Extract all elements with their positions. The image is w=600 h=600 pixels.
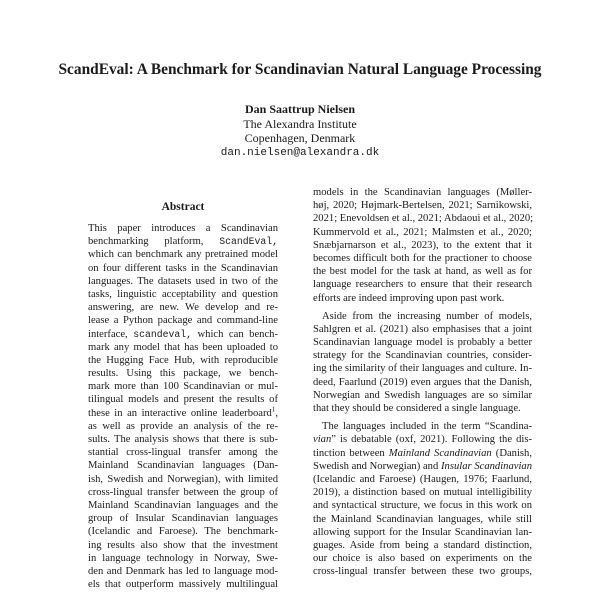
body-line: that they should be considered a single language. [313, 403, 521, 414]
abstract-line: Mainland Scandinavian languages and the [88, 499, 278, 511]
abstract-line: tasks, linguistic acceptability and question [88, 288, 278, 300]
body-line: guages. Aside from being a standard distinction, [313, 539, 532, 551]
body-line: tinction between Mainland Scandinavian (Danish, [313, 447, 532, 459]
abstract-line: on four different tasks in the Scandinavian [88, 262, 278, 274]
intro-body [313, 186, 532, 578]
body-line: Snæbjarnarson et al., 2023), to the extent that it [313, 239, 532, 251]
abstract-line: answering, are new. We develop and re- [88, 302, 278, 314]
body-line: efforts are indeed improving upon past work. [313, 292, 505, 304]
body-line: 2021; Enevoldsen et al., 2021; Abdaoui et al., 2020; [313, 213, 534, 225]
body-line: becomes difficult both for the practioner to choose [313, 252, 532, 264]
abstract-line: lease a Python package and command-line [88, 315, 278, 327]
footnote-marker[interactable]: 1 [271, 405, 276, 414]
body-line: and syntactical structure, we focus in this work on [313, 500, 532, 512]
abstract-line: mark more than 100 Scandinavian or mul- [88, 381, 278, 393]
body-line: (Icelandic and Faroese) (Haugen, 1976; Faarlund, [313, 473, 532, 485]
abstract-body [88, 222, 278, 591]
body-line: the Mainland Scandinavian languages, while still [313, 513, 532, 525]
abstract-line: benchmarking platform, ScandEval, [88, 236, 278, 248]
abstract-line: cross-lingual transfer between the group of [88, 486, 278, 498]
abstract-line: ing results also show that the investment [88, 539, 278, 551]
abstract-line: languages. The datasets used in two of the [88, 275, 278, 287]
abstract-line: sults. The analysis shows that there is sub- [88, 434, 278, 445]
abstract-line: group of Insular Scandinavian languages [88, 513, 278, 525]
body-line: cross-lingual transfer between these two groups, [313, 566, 532, 578]
abstract-line: (Icelandic and Faroese). The benchmark- [88, 526, 278, 538]
body-line: models in the Scandinavian languages (Møller- [313, 187, 532, 198]
abstract-line: interface, scandeval, which can bench- [88, 328, 278, 340]
abstract-heading: Abstract [161, 201, 205, 213]
author-block [0, 102, 600, 160]
body-line: deed, Faarlund (2019) even argues that the Danish, [313, 376, 532, 388]
body-line: language researchers to ensure that their research [313, 279, 532, 291]
body-line: Kummervold et al., 2021; Malmsten et al., 2020; [313, 226, 532, 238]
body-line: vian” is debatable (oxf, 2021). Following the dis- [313, 434, 532, 446]
abstract-line: els that outperform massively multilingual [88, 579, 278, 591]
package-name: ScandEval, [219, 236, 278, 248]
abstract-line: den and Denmark has led to language mod- [88, 565, 278, 577]
abstract-line: the Hugging Face Hub, with reproducible [88, 354, 278, 366]
body-line: the best model for the task at hand, as well as for [313, 266, 532, 278]
author-email[interactable]: dan.nielsen@alexandra.dk [220, 146, 380, 159]
abstract-line: stantial cross-lingual transfer among the [88, 447, 278, 459]
body-line: Norwegian and Swedish languages are so similar [313, 389, 532, 401]
abstract-line: in language technology in Norway, Swe- [88, 552, 278, 564]
body-line: Scandinavian language model is probably a better [313, 337, 532, 349]
body-line: ing the similarity of their languages and culture. In- [313, 363, 532, 375]
author-location: Copenhagen, Denmark [244, 131, 356, 145]
abstract-line: which can benchmark any pretrained model [88, 249, 278, 261]
body-line: our choice is also based on experiments on the [313, 553, 532, 565]
body-line: Aside from the increasing number of models, [322, 310, 532, 322]
abstract-line: This paper introduces a Scandinavian [88, 223, 278, 234]
abstract-line: as well as provide an analysis of the re- [88, 420, 278, 432]
author-name: Dan Saattrup Nielsen [244, 102, 355, 116]
cli-name: scandeval, [133, 328, 193, 340]
paper-title: ScandEval: A Benchmark for Scandinavian Natural Language Processing [58, 61, 542, 78]
abstract-line: these in an interactive online leaderboard$^1$, [88, 405, 278, 419]
abstract-line: results. Using this package, we bench- [88, 368, 278, 380]
abstract-line: tilingual models and present the results of [88, 394, 278, 406]
body-line: The languages included in the term “Scandina- [322, 421, 532, 433]
body-line: allowing support for the Insular Scandinavian lan- [313, 526, 532, 538]
author-affiliation: The Alexandra Institute [243, 116, 357, 131]
body-line: strategy for the Scandinavian countries, consider- [313, 350, 532, 362]
abstract-line: ish, Swedish and Norwegian), with limited [88, 473, 278, 485]
body-line: høj, 2020; Højmark-Bertelsen, 2021; Sarnikowski, [313, 200, 532, 212]
abstract-line: Mainland Scandinavian languages (Dan- [88, 460, 278, 472]
body-line: Swedish and Norwegian) and Insular Scandinavian [313, 460, 532, 472]
body-line: Sahlgren et al. (2021) also emphasises that a joint [313, 323, 532, 335]
abstract-line: mark any model that has been uploaded to [88, 341, 278, 353]
body-line: 2019), a distinction based on mutual intelligibility [313, 487, 532, 499]
